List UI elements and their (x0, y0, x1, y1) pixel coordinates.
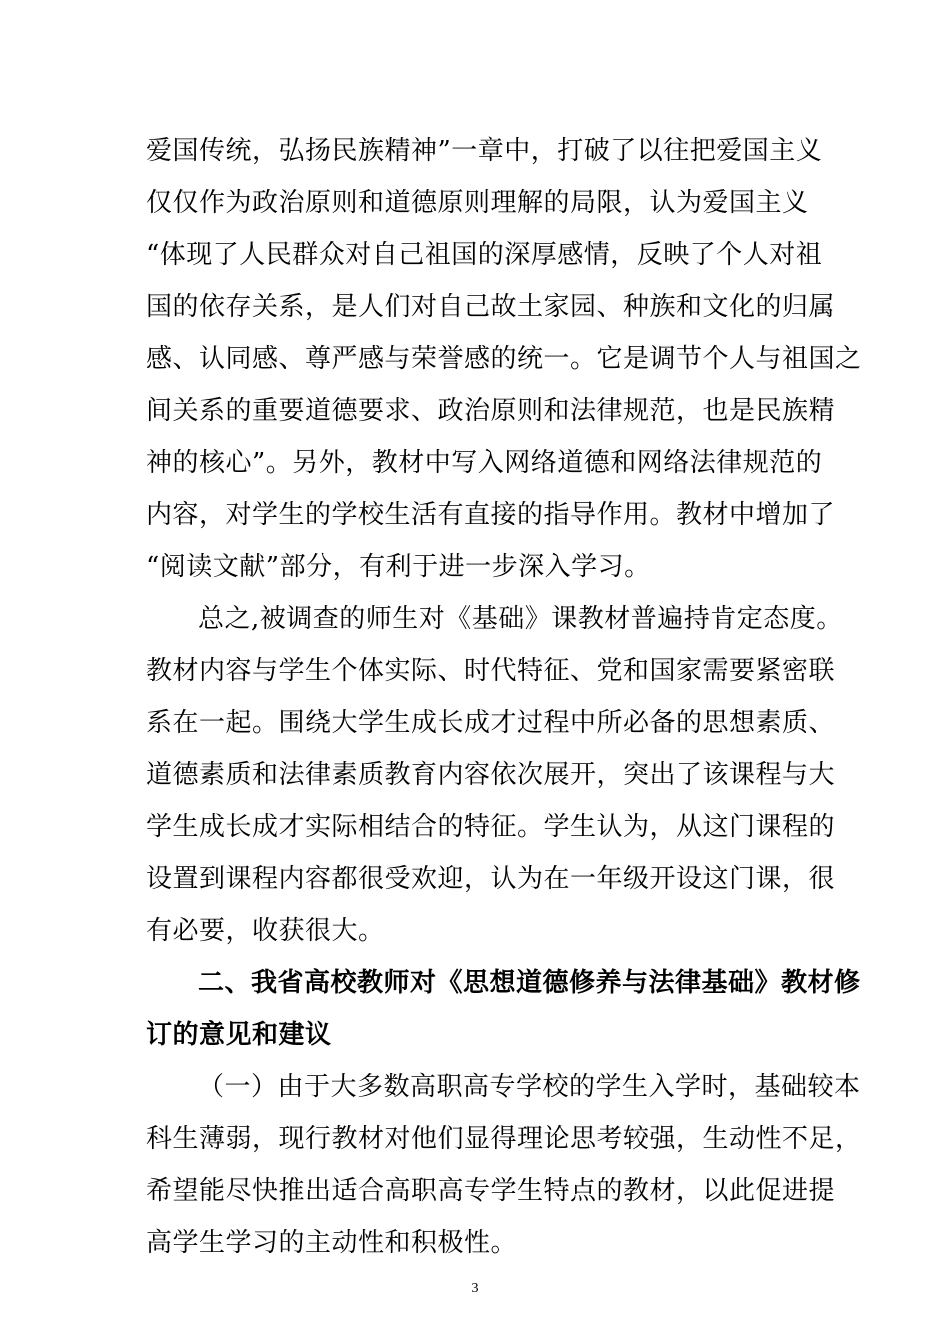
paragraph-2-line-7: 有必要，收获很大。 (146, 916, 385, 946)
paragraph-2-line-4: 道德素质和法律素质教育内容依次展开，突出了该课程与大 (146, 760, 836, 790)
paragraph-3-line-3: 希望能尽快推出适合高职高专学生特点的教材，以此促进提 (146, 1176, 836, 1206)
paragraph-1-line-6: 间关系的重要道德要求、政治原则和法律规范，也是民族精 (146, 396, 836, 426)
paragraph-1-line-7: 神的核心”。另外，教材中写入网络道德和网络法律规范的 (146, 448, 823, 478)
paragraph-1-line-4: 国的依存关系，是人们对自己故土家园、种族和文化的归属 (146, 292, 836, 322)
paragraph-2-line-2: 教材内容与学生个体实际、时代特征、党和国家需要紧密联 (146, 656, 836, 686)
paragraph-2-line-1: 总之,被调查的师生对《基础》课教材普遍持肯定态度。 (198, 604, 843, 634)
paragraph-2-line-6: 设置到课程内容都很受欢迎，认为在一年级开设这门课，很 (146, 864, 836, 894)
paragraph-3-line-4: 高学生学习的主动性和积极性。 (146, 1228, 518, 1258)
paragraph-1-line-2: 仅仅作为政治原则和道德原则理解的局限，认为爱国主义 (146, 188, 809, 218)
paragraph-1-line-3: “体现了人民群众对自己祖国的深厚感情，反映了个人对祖 (146, 240, 823, 270)
paragraph-1-line-9: “阅读文献”部分，有利于进一步深入学习。 (146, 552, 651, 582)
section-heading-line-2: 订的意见和建议 (146, 1020, 332, 1050)
paragraph-1-line-1: 爱国传统，弘扬民族精神”一章中，打破了以往把爱国主义 (146, 136, 823, 166)
section-heading-line-1: 二、我省高校教师对《思想道德修养与法律基础》教材修 (198, 968, 861, 998)
paragraph-1-line-8: 内容，对学生的学校生活有直接的指导作用。教材中增加了 (146, 500, 836, 530)
page-number: 3 (471, 1281, 479, 1296)
paragraph-2-line-5: 学生成长成才实际相结合的特征。学生认为，从这门课程的 (146, 812, 836, 842)
paragraph-3-line-2: 科生薄弱，现行教材对他们显得理论思考较强，生动性不足， (146, 1124, 862, 1154)
paragraph-1-line-5: 感、认同感、尊严感与荣誉感的统一。它是调节个人与祖国之 (146, 344, 862, 374)
paragraph-3-line-1: （一）由于大多数高职高专学校的学生入学时，基础较本 (198, 1072, 861, 1102)
paragraph-2-line-3: 系在一起。围绕大学生成长成才过程中所必备的思想素质、 (146, 708, 836, 738)
